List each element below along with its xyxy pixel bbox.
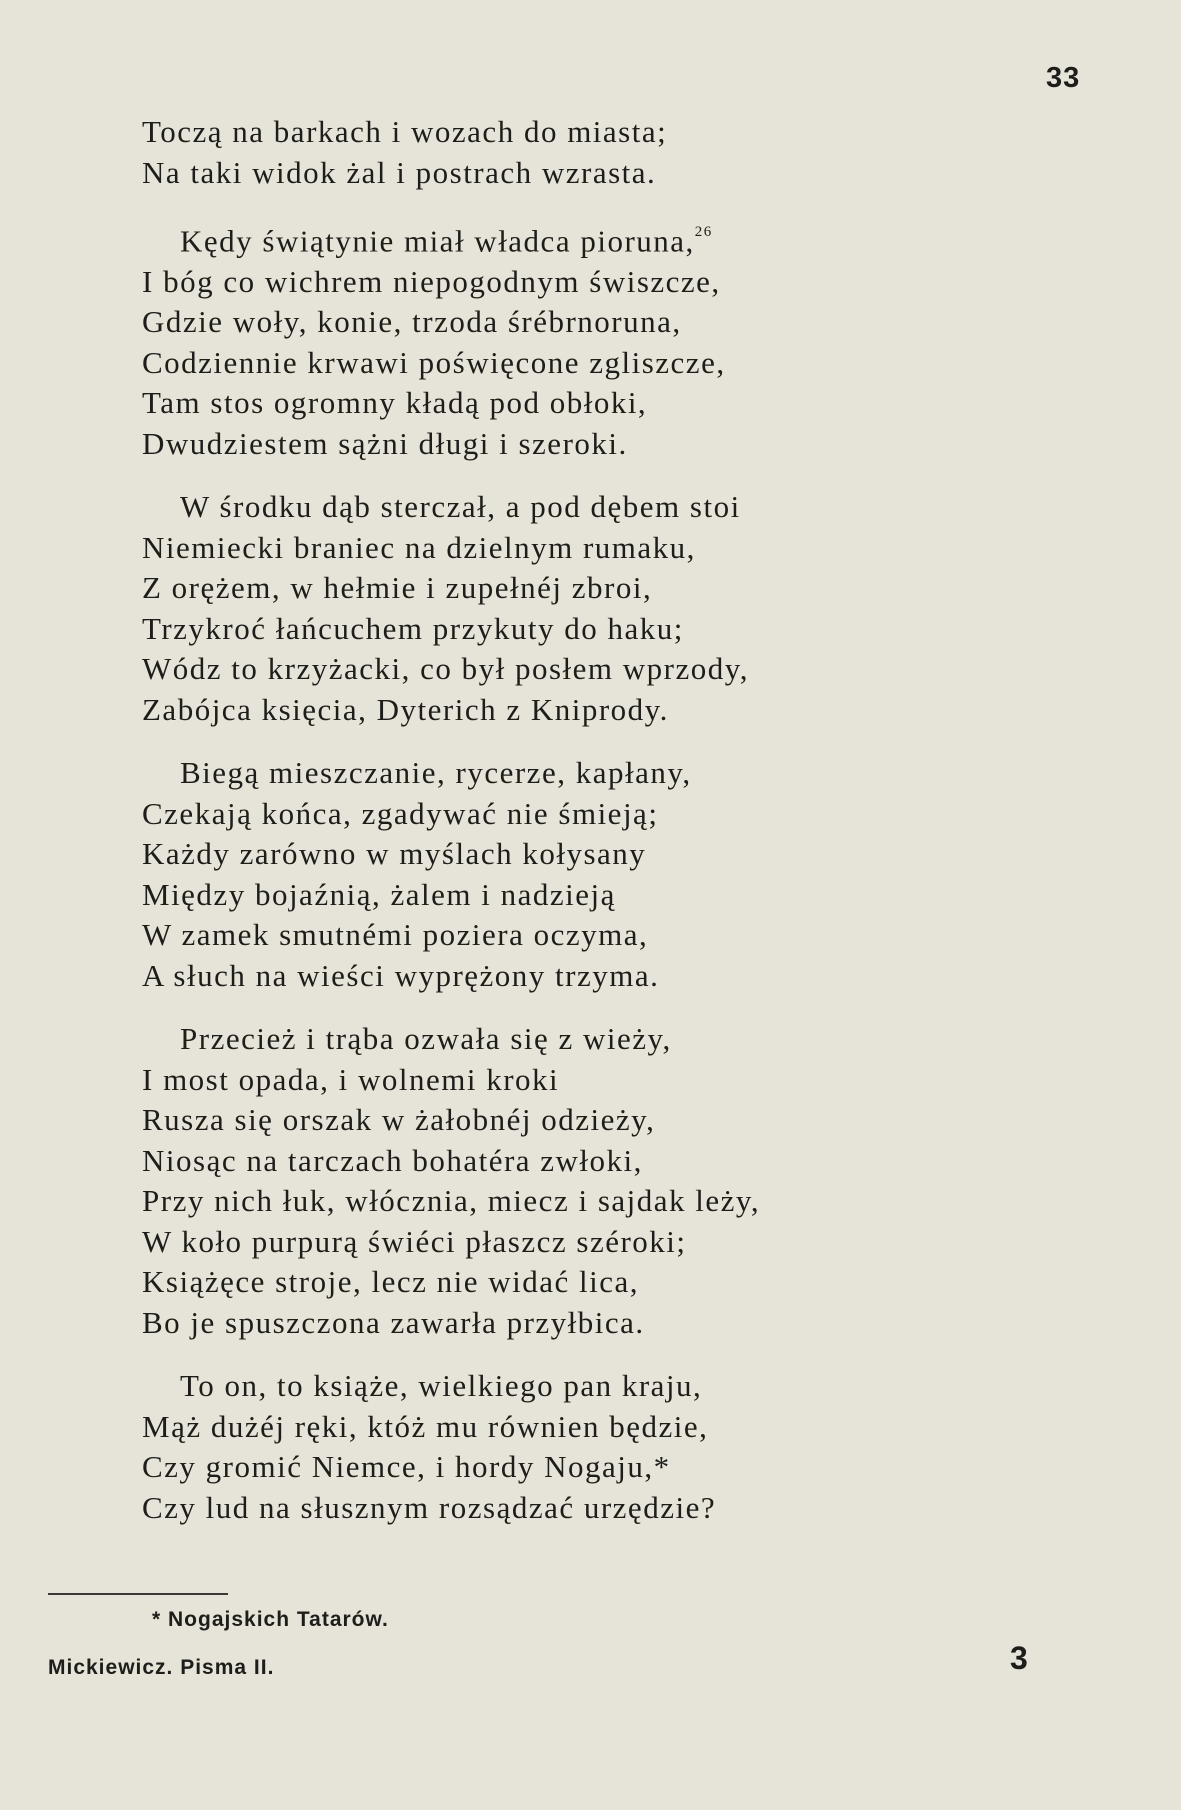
poem-line: Bo je spuszczona zawarła przyłbica. — [142, 1304, 645, 1340]
poem-line: Książęce stroje, lecz nie widać lica, — [142, 1264, 640, 1300]
stanza-6 — [142, 1366, 1142, 1528]
poem-line: Zabójca księcia, Dyterich z Kniprody. — [142, 691, 669, 727]
poem-line — [142, 216, 1142, 262]
poem-line: Toczą na barkach i wozach do miasta; — [142, 114, 668, 149]
poem-line: Czy lud na słusznym rozsądzać urzędzie? — [142, 1489, 717, 1525]
poem-line: Przecież i trąba ozwała się z wieży, — [180, 1021, 672, 1057]
stanza-1 — [142, 112, 1142, 193]
printer-signature: Mickiewicz. Pisma II. — [48, 1656, 275, 1679]
poem-line: Niemiecki braniec na dzielnym rumaku, — [142, 529, 696, 565]
poem-line: Z orężem, w hełmie i zupełnéj zbroi, — [142, 570, 653, 606]
poem-body — [142, 112, 1142, 1551]
poem-line: Rusza się orszak w żałobnéj odzieży, — [142, 1102, 656, 1138]
poem-line: Na taki widok żal i postrach wzrasta. — [142, 154, 657, 190]
poem-line: Czy gromić Niemce, i hordy Nogaju,* — [142, 1449, 671, 1485]
page-number: 33 — [1046, 62, 1081, 94]
footnote: * Nogajskich Tatarów. — [152, 1608, 389, 1631]
poem-line: I most opada, i wolnemi kroki — [142, 1061, 560, 1097]
poem-line: Niosąc na tarczach bohatéra zwłoki, — [142, 1142, 643, 1178]
poem-line: A słuch na wieści wyprężony trzyma. — [142, 957, 660, 993]
sheet-number: 3 — [1010, 1640, 1028, 1676]
poem-line: Biegą mieszczanie, rycerze, kapłany, — [180, 755, 692, 791]
poem-line: W zamek smutnémi poziera oczyma, — [142, 917, 649, 953]
footnote-mark: 26 — [694, 224, 713, 240]
poem-line: Wódz to krzyżacki, co był posłem wprzody, — [142, 651, 749, 687]
poem-line: I bóg co wichrem niepogodnym świszcze, — [142, 263, 721, 299]
poem-line: To on, to książe, wielkiego pan kraju, — [180, 1368, 703, 1404]
stanza-4 — [142, 753, 1142, 996]
poem-line: W koło purpurą świéci płaszcz széroki; — [142, 1223, 687, 1259]
stanza-3 — [142, 487, 1142, 730]
stanza-5 — [142, 1019, 1142, 1343]
poem-line: Gdzie woły, konie, trzoda śrébrnoruna, — [142, 304, 682, 340]
poem-line: Mąż dużéj ręki, któż mu równien będzie, — [142, 1408, 709, 1444]
footnote-divider — [48, 1593, 228, 1595]
poem-line: Czekają końca, zgadywać nie śmieją; — [142, 795, 659, 831]
poem-line: Trzykroć łańcuchem przykuty do haku; — [142, 610, 684, 646]
poem-line-text: Kędy świątynie miał władca pioruna, — [180, 223, 695, 259]
poem-line: Każdy zarówno w myślach kołysany — [142, 836, 647, 872]
poem-line: Dwudziestem sążni długi i szeroki. — [142, 425, 628, 461]
poem-line: Przy nich łuk, włócznia, miecz i sajdak leży, — [142, 1183, 761, 1219]
poem-line: Codziennie krwawi poświęcone zgliszcze, — [142, 344, 726, 380]
stanza-2 — [142, 216, 1142, 464]
poem-line: Między bojaźnią, żalem i nadzieją — [142, 876, 616, 912]
poem-line: Tam stos ogromny kładą pod obłoki, — [142, 385, 648, 421]
poem-line: W środku dąb sterczał, a pod dębem stoi — [180, 489, 741, 525]
